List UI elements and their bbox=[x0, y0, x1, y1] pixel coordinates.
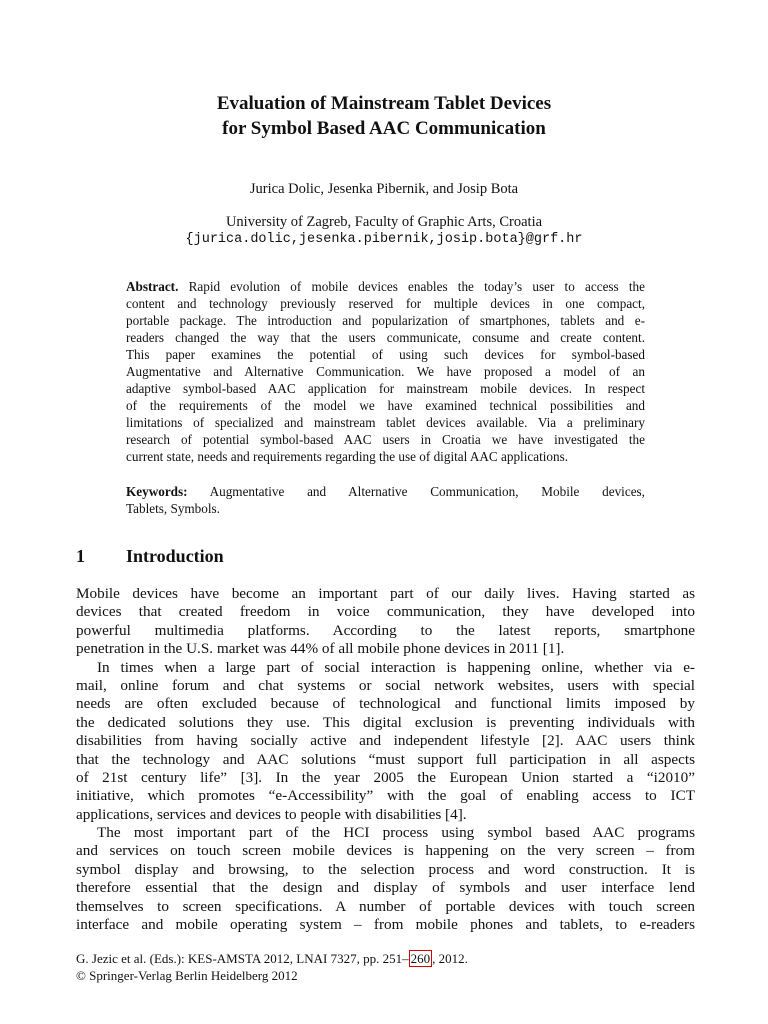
abstract-line: This paper examines the potential of using such devices for symbol-based bbox=[126, 347, 645, 362]
body-line: initiative, which promotes “e-Accessibility” with the goal of enabling access to ICT bbox=[76, 787, 695, 805]
title-line-2: for Symbol Based AAC Communication bbox=[222, 118, 546, 139]
body-line: mail, online forum and chat systems or social network websites, users with special bbox=[76, 676, 695, 694]
keywords bbox=[126, 483, 645, 517]
citation-end: , 2012. bbox=[432, 951, 468, 966]
abstract-line: of the requirements of the model we have examined technical possibilities and bbox=[126, 398, 645, 413]
emails: {jurica.dolic,jesenka.pibernik,josip.bota}@grf.hr bbox=[185, 232, 583, 247]
body-line: the dedicated solutions they use. This digital exclusion is preventing individuals with bbox=[76, 713, 695, 731]
body-line: of 21st century life” [3]. In the year 2005 the European Union started a “i2010” bbox=[76, 768, 695, 786]
body-line: symbol display and browsing, to the selection process and word construction. It is bbox=[76, 860, 695, 878]
keywords-line: Keywords: Augmentative and Alternative Communication, Mobile devices, bbox=[126, 484, 645, 499]
section-title: Introduction bbox=[126, 546, 224, 566]
abstract-line: Augmentative and Alternative Communication. We have proposed a model of an bbox=[126, 364, 645, 379]
body-line: disabilities from having socially active and independent lifestyle [2]. AAC users think bbox=[76, 732, 695, 750]
keywords-label: Keywords: bbox=[126, 484, 188, 499]
body-line: powerful multimedia platforms. According to the latest reports, smartphone bbox=[76, 621, 695, 639]
footer-copyright: © Springer-Verlag Berlin Heidelberg 2012 bbox=[76, 968, 298, 983]
body-line: The most important part of the HCI process using symbol based AAC programs bbox=[97, 824, 695, 842]
abstract bbox=[126, 278, 645, 465]
body-line: devices that created freedom in voice communication, they have developed into bbox=[76, 603, 695, 621]
body-line: needs are often excluded because of technological and functional limits imposed by bbox=[76, 695, 695, 713]
abstract-label: Abstract. bbox=[126, 279, 179, 294]
keywords-line: Tablets, Symbols. bbox=[126, 501, 220, 516]
body-line: penetration in the U.S. market was 44% of all mobile phone devices in 2011 [1]. bbox=[76, 640, 565, 658]
abstract-line: Abstract. Rapid evolution of mobile devices enables the today’s user to access the bbox=[126, 279, 645, 294]
citation-page-link[interactable]: 260 bbox=[410, 951, 431, 966]
paper-title bbox=[0, 91, 768, 141]
abstract-line: portable package. The introduction and popularization of smartphones, tablets and e- bbox=[126, 313, 645, 328]
abstract-line: limitations of specialized and mainstream tablet devices available. Via a preliminary bbox=[126, 415, 645, 430]
body-line: themselves to screen specifications. A number of portable devices with touch screen bbox=[76, 897, 695, 915]
body-line: In times when a large part of social interaction is happening online, whether via e- bbox=[97, 658, 695, 676]
body-line: and services on touch screen mobile devices is happening on the very screen – from bbox=[76, 842, 695, 860]
affiliation: University of Zagreb, Faculty of Graphic Arts, Croatia bbox=[225, 214, 543, 230]
abstract-line: current state, needs and requirements regarding the use of digital AAC applications. bbox=[126, 449, 569, 464]
title-line-1: Evaluation of Mainstream Tablet Devices bbox=[216, 93, 552, 114]
abstract-line: research of potential symbol-based AAC users in Croatia we have investigated the bbox=[126, 432, 645, 447]
abstract-line: content and technology previously reserved for multiple devices in one compact, bbox=[126, 296, 645, 311]
abstract-line: adaptive symbol-based AAC application for mainstream mobile devices. In respect bbox=[126, 381, 645, 396]
body-line: Mobile devices have become an important part of our daily lives. Having started as bbox=[76, 585, 695, 602]
body-line: therefore essential that the design and display of symbols and user interface lend bbox=[76, 879, 695, 897]
authors: Jurica Dolic, Jesenka Pibernik, and Josip Bota bbox=[249, 181, 519, 197]
body-line: interface and mobile operating system – from mobile phones and tablets, to e-readers bbox=[76, 916, 695, 934]
citation-text: G. Jezic et al. (Eds.): KES-AMSTA 2012, LNAI 7327, pp. 251– bbox=[76, 951, 409, 966]
body-line: applications, services and devices to people with disabilities [4]. bbox=[76, 805, 467, 823]
intro-body bbox=[76, 585, 695, 934]
abstract-line: readers changed the way that the users communicate, consume and create content. bbox=[126, 330, 645, 345]
section-number: 1 bbox=[76, 546, 85, 566]
body-line: that the technology and AAC solutions “must support full participation in all aspects bbox=[76, 750, 695, 768]
footer-citation bbox=[76, 950, 468, 967]
